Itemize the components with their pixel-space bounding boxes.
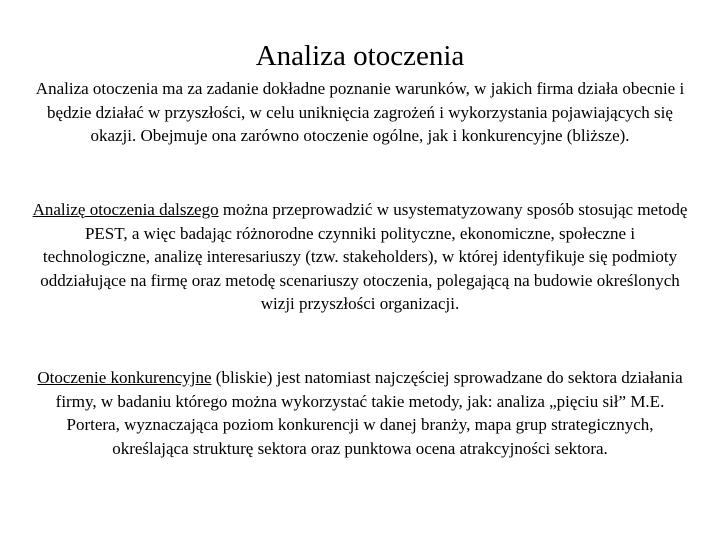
- paragraph-definition: [30, 77, 690, 148]
- paragraph-competitive-environment-text: (bliskie) jest natomiast najczęściej sprowadzane do sektora działania firmy, w badaniu którego można wykorzystać takie metody, jak: analiza „pięciu sił” M.E. Portera, wyznaczająca poziom konkurencji w danej branży, mapa grup strategicznych, określająca strukturę sektora oraz punktowa ocena atrakcyjności sektora.: [55, 368, 683, 458]
- slide-title: Analiza otoczenia: [255, 40, 465, 73]
- paragraph-general-environment-lead: Analizę otoczenia dalszego: [32, 200, 219, 219]
- paragraph-competitive-environment-lead: Otoczenie konkurencyjne: [37, 368, 212, 387]
- paragraph-definition-lead: Analiza otoczenia: [35, 79, 159, 98]
- paragraph-general-environment-text: można przeprowadzić w usystematyzowany sposób stosując metodę PEST, a więc badając różnorodne czynniki polityczne, ekonomiczne, społeczne i technologiczne, analizę interesariuszy (tzw. stakeholders), w której identyfikuje się podmioty oddziałujące na firmę oraz metodę scenariuszy otoczenia, polegającą na budowie określonych wizji przyszłości organizacji.: [40, 200, 688, 313]
- paragraph-definition-text: ma za zadanie dokładne poznanie warunków, w jakich firma działa obecnie i będzie działać w przyszłości, w celu uniknięcia zagrożeń i wykorzystania pojawiających się okazji. Obejmuje ona zarówno otoczenie ogólne, jak i konkurencyjne (bliższe).: [47, 79, 685, 145]
- paragraph-general-environment: [30, 198, 690, 316]
- paragraph-competitive-environment: [30, 366, 690, 460]
